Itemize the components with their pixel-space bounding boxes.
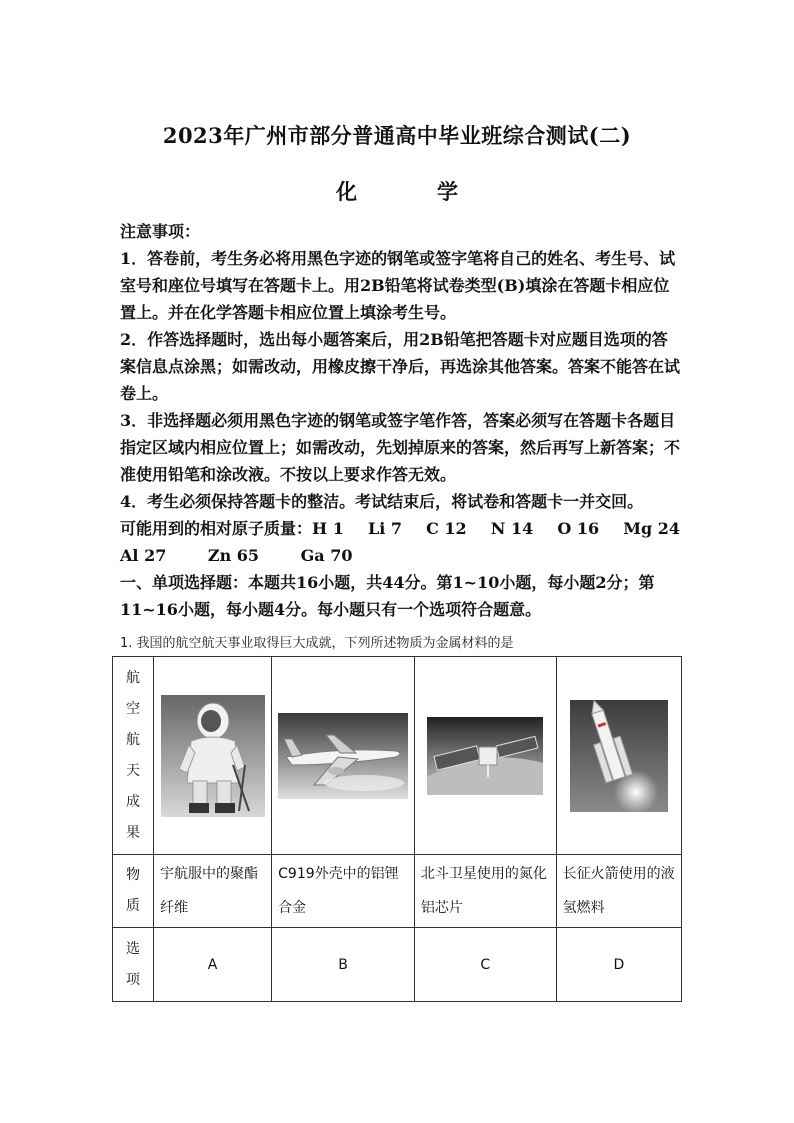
note-item: 1．答卷前，考生务必将用黑色字迹的钢笔或签字笔将自己的姓名、考生号、试室号和座位号填写在答题卡上。用2B铅笔将试卷类型(B)填涂在答题卡相应位置上。并在化学答题卡相应位置上填涂考生号。	[120, 249, 676, 322]
subject-char: 学	[437, 179, 458, 204]
subject-heading	[0, 176, 794, 206]
atomic-mass: Li 7	[367, 519, 402, 538]
astronaut-suit-image	[154, 657, 272, 855]
material-b: C919外壳中的铝锂合金	[272, 855, 415, 928]
long-march-rocket-image	[556, 657, 681, 855]
material-c: 北斗卫星使用的氮化铝芯片	[414, 855, 556, 928]
instructions	[120, 218, 680, 623]
note-item: 4．考生必须保持答题卡的整洁。考试结束后，将试卷和答题卡一并交回。	[120, 492, 644, 511]
note-item: 3．非选择题必须用黑色字迹的钢笔或签字笔作答，答案必须写在答题卡各题目指定区域内相应位置上；如需改动，先划掉原来的答案，然后再写上新答案；不准使用铅笔和涂改液。不按以上要求作答无效。	[120, 411, 681, 484]
c919-airplane-image	[272, 657, 415, 855]
table-row	[113, 928, 682, 1002]
atomic-masses-line1	[120, 515, 680, 542]
row-head-option: 选 项	[113, 928, 154, 1002]
material-a: 宇航服中的聚酯纤维	[154, 855, 272, 928]
option-a[interactable]: A	[154, 928, 272, 1002]
question-1-table	[112, 656, 682, 1002]
atomic-mass: Mg 24	[623, 519, 680, 538]
atomic-masses-line2	[120, 542, 680, 569]
table-row	[113, 657, 682, 855]
option-d[interactable]: D	[556, 928, 681, 1002]
option-b[interactable]: B	[272, 928, 415, 1002]
table-row	[113, 855, 682, 928]
row-head-achievement: 航 空 航 天 成 果	[113, 657, 154, 855]
notes-heading: 注意事项：	[120, 222, 201, 241]
note-item: 2．作答选择题时，选出每小题答案后，用2B铅笔把答题卡对应题目选项的答案信息点涂黑；如需改动，用橡皮擦干净后，再选涂其他答案。答案不能答在试卷上。	[120, 330, 681, 403]
material-d: 长征火箭使用的液氢燃料	[556, 855, 681, 928]
question-1-stem: 1. 我国的航空航天事业取得巨大成就，下列所述物质为金属材料的是	[120, 636, 514, 651]
atomic-mass: N 14	[490, 519, 534, 538]
subject-char: 化	[336, 179, 357, 204]
option-c[interactable]: C	[414, 928, 556, 1002]
atomic-mass: Al 27	[120, 546, 167, 565]
atomic-mass: C 12	[426, 519, 467, 538]
section-heading: 一、单项选择题：本题共16小题，共44分。第1~10小题，每小题2分；第11~16小题，每小题4分。每小题只有一个选项符合题意。	[120, 573, 655, 619]
atomic-mass: O 16	[557, 519, 600, 538]
row-head-substance: 物 质	[113, 855, 154, 928]
atomic-mass: Ga 70	[300, 546, 353, 565]
masses-label: 可能用到的相对原子质量：H 1	[120, 519, 344, 538]
page-title: 2023年广州市部分普通高中毕业班综合测试(二)	[162, 123, 632, 148]
beidou-satellite-image	[414, 657, 556, 855]
atomic-mass: Zn 65	[207, 546, 260, 565]
